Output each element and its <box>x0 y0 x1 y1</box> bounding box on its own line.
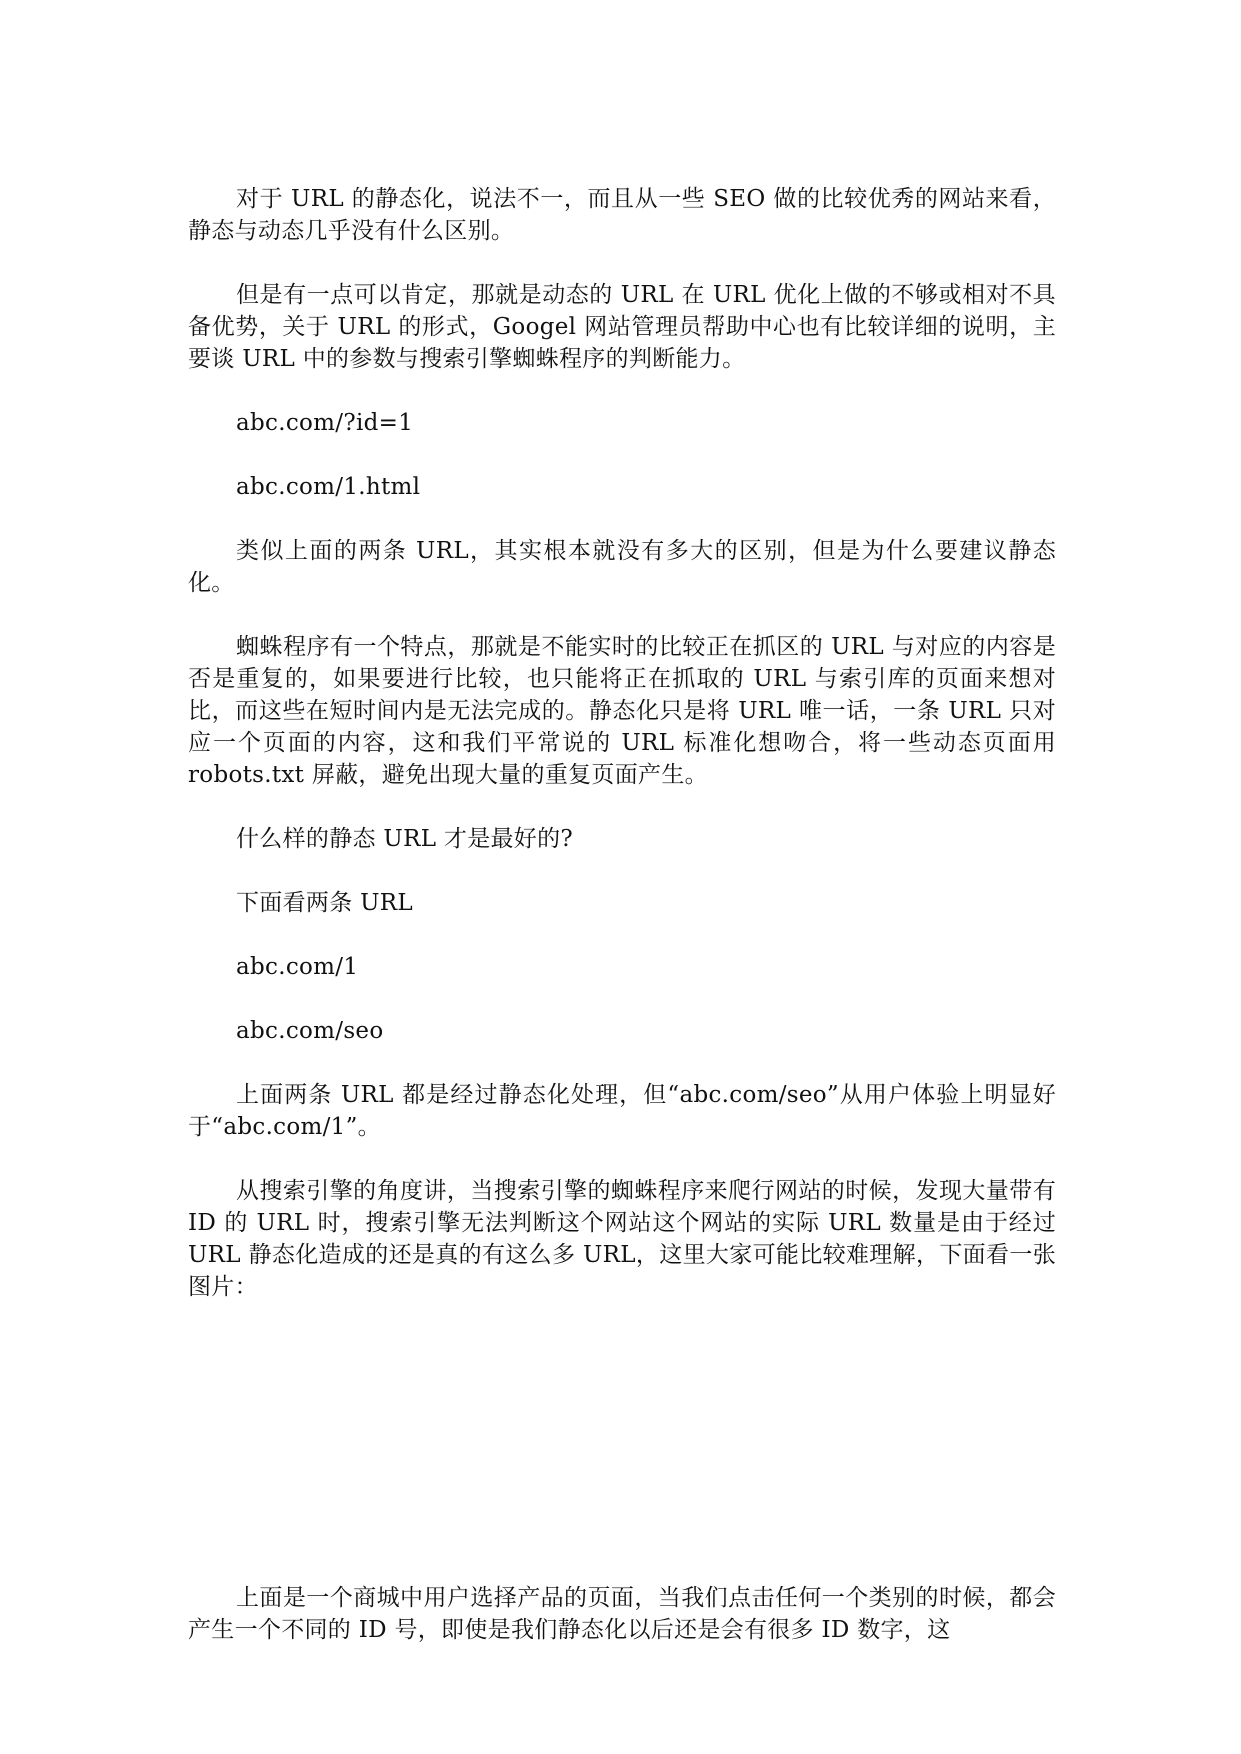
example-url-dynamic: abc.com/?id=1 <box>236 410 414 436</box>
example-url-html: abc.com/1.html <box>236 474 421 500</box>
paragraph-search-engine-perspective: 从搜索引擎的角度讲，当搜索引擎的蜘蛛程序来爬行网站的时候，发现大量带有 ID 的 URL 时，搜索引擎无法判断这个网站这个网站的实际 URL 数量是由于经过 URL 静态化造成的还是真的有这么多 URL，这里大家可能比较难理解，下面看一张图片： <box>188 1178 1056 1300</box>
paragraph-url-static-intro: 对于 URL 的静态化，说法不一，而且从一些 SEO 做的比较优秀的网站来看，静态与动态几乎没有什么区别。 <box>188 186 1056 244</box>
paragraph-mall-product-page: 上面是一个商城中用户选择产品的页面，当我们点击任何一个类别的时候，都会产生一个不同的 ID 号，即使是我们静态化以后还是会有很多 ID 数字，这 <box>188 1585 1056 1643</box>
paragraph-compare-urls: 类似上面的两条 URL，其实根本就没有多大的区别，但是为什么要建议静态化。 <box>188 538 1056 596</box>
paragraph-user-experience: 上面两条 URL 都是经过静态化处理，但“abc.com/seo”从用户体验上明显好于“abc.com/1”。 <box>188 1082 1056 1140</box>
example-url-keyword: abc.com/seo <box>236 1018 384 1044</box>
paragraph-dynamic-url-disadvantage: 但是有一点可以肯定，那就是动态的 URL 在 URL 优化上做的不够或相对不具备优势，关于 URL 的形式，Googel 网站管理员帮助中心也有比较详细的说明，主要谈 URL 中的参数与搜索引擎蜘蛛程序的判断能力。 <box>188 282 1056 372</box>
example-url-number: abc.com/1 <box>236 954 359 980</box>
paragraph-spider-feature: 蜘蛛程序有一个特点，那就是不能实时的比较正在抓区的 URL 与对应的内容是否是重复的，如果要进行比较，也只能将正在抓取的 URL 与索引库的页面来想对比，而这些在短时间内是无法完成的。静态化只是将 URL 唯一话，一条 URL 只对应一个页面的内容，这和我们平常说的 URL 标准化想吻合，将一些动态页面用 robots.txt 屏蔽，避免出现大量的重复页面产生。 <box>188 634 1056 788</box>
blank-image-area <box>188 1335 1056 1550</box>
section-question-best-static-url: 什么样的静态 URL 才是最好的? <box>236 826 574 852</box>
paragraph-two-urls-intro: 下面看两条 URL <box>236 890 413 916</box>
document-body <box>188 183 1056 1678</box>
